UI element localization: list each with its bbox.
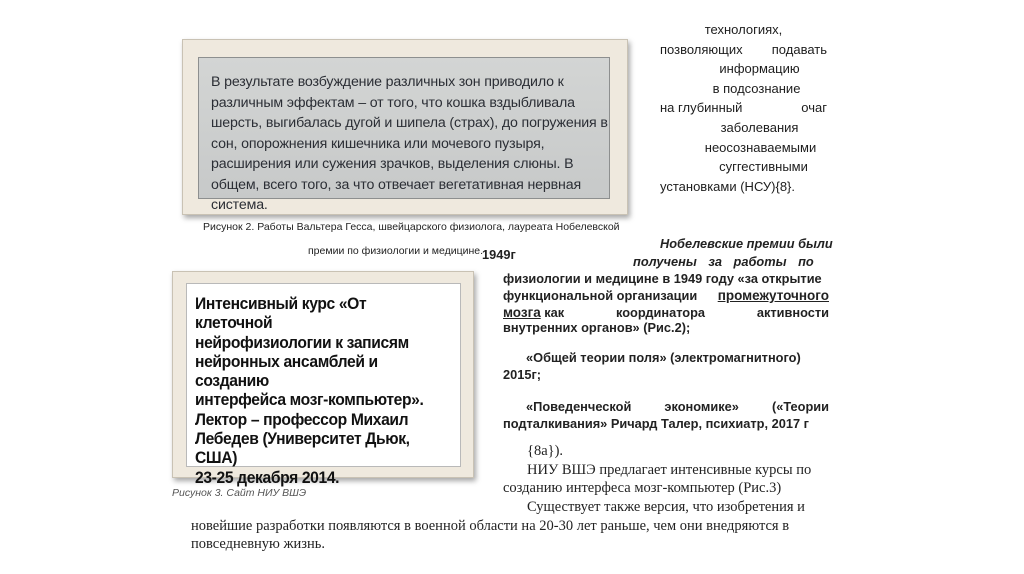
nobel-line4	[503, 288, 829, 303]
nobel-line6: внутренних органов» (Рис.2);	[503, 320, 691, 335]
nobel-word: экономике»	[664, 399, 739, 414]
p1-line2: созданию интерфеса мозг-компьютер (Рис.3)	[503, 480, 782, 496]
figure-3-caption: Рисунок 3. Сайт НИУ ВШЭ	[172, 487, 307, 499]
nobel-item3-line1	[526, 399, 829, 414]
nobel-word: мозга	[503, 305, 541, 320]
rc-line: установками (НСУ){8}.	[660, 178, 796, 194]
rc-line: в подсознание	[712, 80, 801, 96]
nobel-line2	[633, 254, 829, 269]
rc-line	[660, 40, 827, 60]
nobel-word: («Теории	[771, 399, 829, 414]
figure-2-caption-line2: премии по физиологии и медицине.	[308, 245, 484, 257]
nobel-word: координатора	[615, 305, 706, 320]
nobel-word: как	[540, 305, 565, 320]
rc-line: суггестивными	[719, 159, 808, 175]
figure-2-caption-line1: Рисунок 2. Работы Вальтера Гесса, швейцарского физиолога, лауреата Нобелевской	[203, 221, 620, 233]
nobel-line5	[503, 305, 829, 320]
nobel-item2-line1: «Общей теории поля» (электромагнитного)	[526, 350, 801, 365]
p2-line1: Существует также версия, что изобретения и	[527, 499, 805, 515]
rc-line: неосознаваемыми	[704, 139, 817, 155]
figure-2-photo	[198, 57, 610, 213]
figure-3-screen-text: Интенсивный курс «От клеточной нейрофизиологии к записям нейронных ансамблей и созданию интерфейса мозг-компьютер». Лектор – профессор Михаил Лебедев (Университет Дьюк, США) 23-25 декабря 2014.	[195, 294, 424, 487]
year-label: 1949г	[482, 247, 516, 262]
nobel-word: «Поведенческой	[526, 399, 632, 414]
nobel-word: функциональной организации	[503, 288, 698, 303]
nobel-item3-line2: подталкивания» Ричард Талер, психиатр, 2017 г	[503, 416, 809, 431]
rc-line: технологиях,	[704, 22, 783, 37]
nobel-line2-text: получены за работы по	[633, 254, 814, 269]
nobel-word: активности	[756, 305, 829, 320]
nobel-line3: физиологии и медицине в 1949 году «за открытие	[503, 271, 822, 286]
p1-line1: НИУ ВШЭ предлагает интенсивные курсы по	[527, 462, 812, 478]
rc-line: информацию	[719, 61, 800, 77]
nobel-item2-line2: 2015г;	[503, 367, 542, 382]
p2-line3: повседневную жизнь.	[191, 536, 326, 552]
nobel-word-group	[503, 305, 564, 320]
rc-line	[660, 98, 827, 118]
p2-line2: новейшие разработки появляются в военной области на 20-30 лет раньше, чем они внедряются в	[191, 518, 790, 534]
figure-3-photo	[186, 283, 461, 487]
ref-text: {8а}).	[527, 443, 564, 459]
nobel-word: промежуточного	[717, 288, 829, 303]
right-column-text	[660, 20, 827, 196]
nobel-line1: Нобелевские премии были	[660, 236, 833, 251]
rc-word: подавать	[771, 41, 827, 57]
rc-word: позволяющих	[660, 41, 743, 57]
figure-2-screen-text: В результате возбуждение различных зон приводило к различным эффектам – от того, что кошка вздыбливала шерсть, выгибалась дугой и шипела (страх), до погружения в сон, опорожнения кишечника или мочевого пузыря, расширения или сужения зрачков, выделения слюны. В общем, всего того, за что отвечает вегетативная нервная система.	[211, 74, 608, 213]
rc-line: заболевания	[720, 119, 799, 135]
rc-word: на глубинный	[660, 100, 743, 116]
rc-word: очаг	[801, 100, 827, 116]
